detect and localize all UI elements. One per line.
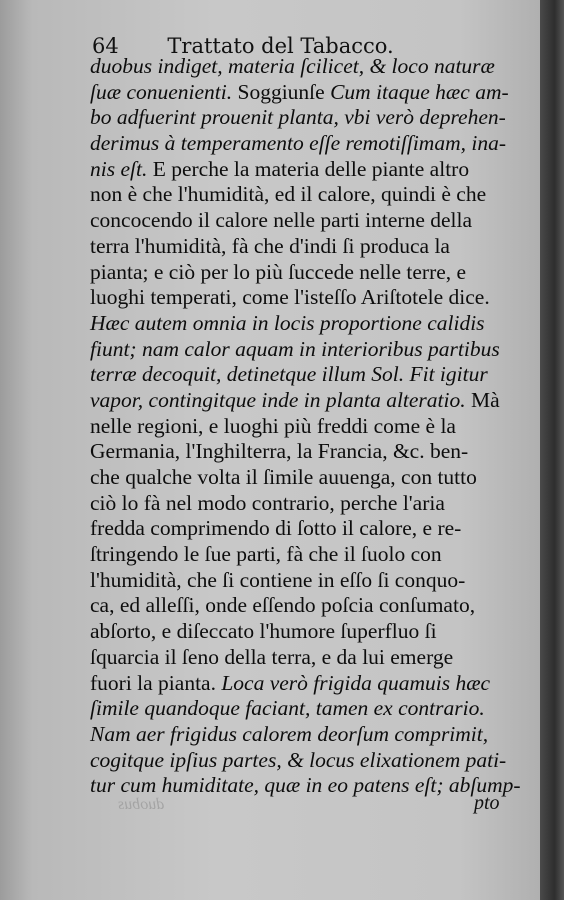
text-line — [90, 157, 522, 183]
italian-text-span: Soggiunſe — [232, 79, 331, 104]
latin-quote-span: nis eſt. — [90, 156, 148, 181]
latin-quote-span: Loca verò frigida quamuis hæc — [215, 670, 491, 695]
text-line — [90, 131, 522, 157]
italian-text-span: fuori la pianta. — [90, 670, 216, 695]
italian-text-span: l'humidità, che ſi contiene in eſſo ſi conquo- — [90, 567, 466, 592]
body-text — [90, 54, 522, 799]
text-line — [90, 516, 522, 542]
latin-quote-span: Nam aer frigidus calorem deorſum comprimit, — [90, 721, 489, 746]
text-line — [90, 593, 522, 619]
text-line — [90, 208, 522, 234]
catchword: pto — [474, 792, 500, 814]
text-line — [90, 465, 522, 491]
text-line — [90, 671, 522, 697]
latin-quote-span: derimus à temperamento eſſe remotiſſimam, ina- — [90, 131, 506, 156]
latin-quote-span: Cum itaque hæc am- — [330, 79, 509, 104]
text-line — [90, 105, 522, 131]
text-line — [90, 722, 522, 748]
latin-quote-span: ſuæ conuenienti. — [90, 79, 233, 104]
text-line — [90, 234, 522, 260]
running-title: Trattato del Tabacco. — [167, 34, 394, 58]
text-line — [90, 260, 522, 286]
italian-text-span: nelle regioni, e luoghi più freddi come è la — [90, 413, 456, 438]
italian-text-span: Mà — [465, 387, 500, 412]
italian-text-span: ciò lo fà nel modo contrario, perche l'aria — [90, 490, 445, 515]
latin-quote-span: fiunt; nam calor aquam in interioribus partibus — [90, 336, 500, 361]
text-line — [90, 362, 522, 388]
italian-text-span: fredda comprimendo di ſotto il calore, e re- — [90, 516, 462, 541]
text-line — [90, 414, 522, 440]
text-line — [90, 439, 522, 465]
latin-quote-span: duobus indiget, materia ſcilicet, & loco naturæ — [90, 54, 495, 78]
text-line — [90, 388, 522, 414]
text-line — [90, 568, 522, 594]
italian-text-span: ſquarcia il ſeno della terra, e da lui emerge — [90, 644, 454, 669]
text-line — [90, 491, 522, 517]
text-line — [90, 542, 522, 568]
italian-text-span: E perche la materia delle piante altro — [147, 156, 470, 181]
italian-text-span: Germania, l'Inghilterra, la Francia, &c. ben- — [90, 439, 469, 464]
text-line — [90, 285, 522, 311]
latin-quote-span: ſimile quandoque faciant, tamen ex contrario. — [90, 696, 485, 721]
italian-text-span: luoghi temperati, come l'isteſſo Ariſtotele dice. — [90, 285, 490, 310]
text-line — [90, 696, 522, 722]
italian-text-span: non è che l'humidità, ed il calore, quindi è che — [90, 182, 487, 207]
page-number: 64 — [92, 34, 119, 58]
italian-text-span: pianta; e ciò per lo più ſuccede nelle terre, e — [90, 259, 467, 284]
italian-text-span: ca, ed alleſſi, onde eſſendo poſcia conſumato, — [90, 593, 476, 618]
italian-text-span: ſtringendo le ſue parti, fà che il ſuolo con — [90, 542, 442, 567]
italian-text-span: terra l'humidità, fà che d'indi ſi produca la — [90, 233, 450, 258]
text-line — [90, 645, 522, 671]
text-line — [90, 748, 522, 774]
bleed-through-text: duobus — [118, 796, 165, 813]
text-line — [90, 54, 522, 80]
italian-text-span: concocendo il calore nelle parti interne della — [90, 208, 473, 233]
latin-quote-span: vapor, contingitque inde in planta alteratio. — [90, 387, 466, 412]
latin-quote-span: terræ decoquit, detinetque illum Sol. Fit igitur — [90, 362, 488, 387]
italian-text-span: che qualche volta il ſimile auuenga, con tutto — [90, 465, 477, 489]
text-line — [90, 80, 522, 106]
text-line — [90, 182, 522, 208]
latin-quote-span: bo adfuerint prouenit planta, vbi verò deprehen- — [90, 105, 506, 130]
text-line — [90, 311, 522, 337]
latin-quote-span: cogitque ipſius partes, & locus elixationem pati- — [90, 747, 507, 772]
text-line — [90, 619, 522, 645]
text-line — [90, 337, 522, 363]
latin-quote-span: tur cum humiditate, quæ in eo patens eſt; abſump- — [90, 773, 521, 798]
book-gutter — [540, 0, 564, 900]
latin-quote-span: Hæc autem omnia in locis proportione calidis — [90, 310, 485, 335]
italian-text-span: abſorto, e diſeccato l'humore ſuperfluo ſi — [90, 619, 437, 644]
